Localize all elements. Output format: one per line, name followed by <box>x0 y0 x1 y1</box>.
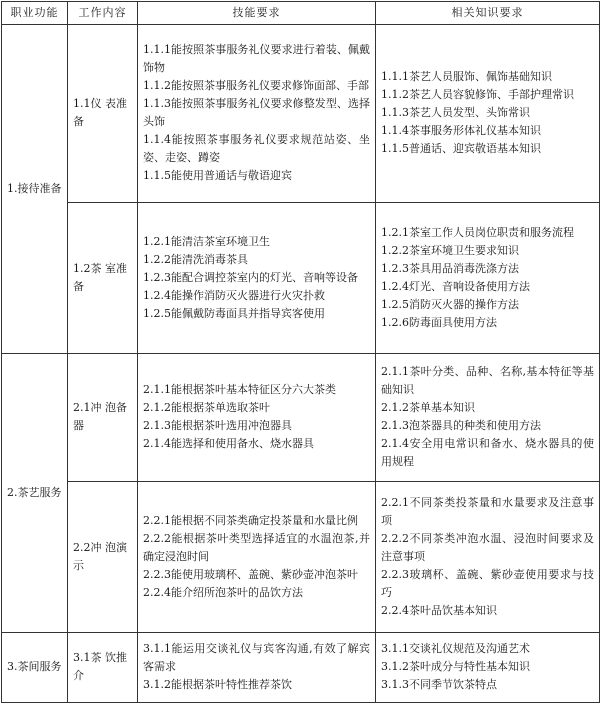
skill-item: 3.1.1能运用交谈礼仪与宾客沟通,有效了解宾客需求 <box>143 642 370 674</box>
skill-item: 2.1.1能根据茶叶基本特征区分六大茶类 <box>143 383 336 397</box>
work-content-cell: 2.1冲 泡备器 <box>68 353 138 481</box>
table-row <box>2 481 600 632</box>
knowledge-cell <box>376 481 600 632</box>
skill-item: 1.2.1能清洁茶室环境卫生 <box>143 234 270 248</box>
knowledge-item: 1.1.3茶艺人员发型、头饰常识 <box>381 106 530 120</box>
skills-cell <box>138 25 376 203</box>
header-work-content: 工作内容 <box>68 2 138 25</box>
knowledge-cell <box>376 632 600 702</box>
knowledge-cell <box>376 202 600 353</box>
skill-item: 1.2.5能佩戴防毒面具并指导宾客使用 <box>143 306 325 320</box>
function-cell: 3.茶间服务 <box>2 632 68 702</box>
skill-item: 2.2.2能根据茶叶类型选择适宜的水温泡茶,并确定浸泡时间 <box>143 531 370 563</box>
knowledge-item: 2.2.3玻璃杯、盖碗、紫砂壶使用要求与技巧 <box>381 567 594 599</box>
knowledge-item: 1.1.4茶事服务形体礼仪基本知识 <box>381 124 541 138</box>
table-row <box>2 202 600 353</box>
knowledge-item: 2.1.2茶单基本知识 <box>381 401 475 415</box>
skill-item: 2.1.3能根据茶叶选用冲泡器具 <box>143 419 292 433</box>
knowledge-item: 2.1.3泡茶器具的种类和使用方法 <box>381 419 541 433</box>
skills-cell <box>138 353 376 481</box>
skill-item: 1.1.3能按照茶事服务礼仪要求修整发型、选择头饰 <box>143 97 370 129</box>
knowledge-item: 1.1.5普通话、迎宾敬语基本知识 <box>381 142 541 156</box>
knowledge-item: 1.2.6防毒面具使用方法 <box>381 315 497 329</box>
table-row <box>2 353 600 481</box>
knowledge-item: 1.2.4灯光、音响设备使用方法 <box>381 279 530 293</box>
knowledge-item: 3.1.1交谈礼仪规范及沟通艺术 <box>381 642 530 656</box>
header-skill-requirements: 技能要求 <box>138 2 376 25</box>
work-content-cell: 1.1仪 表准备 <box>68 25 138 203</box>
knowledge-item: 2.1.1茶叶分类、品种、名称,基本特征等基础知识 <box>381 365 594 397</box>
header-row <box>2 2 600 25</box>
function-cell: 2.茶艺服务 <box>2 353 68 632</box>
skill-item: 1.1.1能按照茶事服务礼仪要求进行着装、佩戴饰物 <box>143 43 370 75</box>
skill-requirements-table <box>1 1 600 703</box>
skill-item: 1.2.3能配合调控茶室内的灯光、音响等设备 <box>143 270 358 284</box>
knowledge-item: 1.2.1茶室工作人员岗位职责和服务流程 <box>381 225 574 239</box>
skill-item: 2.2.4能介绍所泡茶叶的品饮方法 <box>143 585 303 599</box>
skill-item: 1.1.2能按照茶事服务礼仪要求修饰面部、手部 <box>143 79 369 93</box>
skill-item: 2.2.3能使用玻璃杯、盖碗、紫砂壶冲泡茶叶 <box>143 567 358 581</box>
knowledge-cell <box>376 25 600 203</box>
knowledge-cell <box>376 353 600 481</box>
skills-cell <box>138 481 376 632</box>
work-content-cell: 1.2茶 室准备 <box>68 202 138 353</box>
knowledge-item: 2.1.4安全用电常识和备水、烧水器具的使用规程 <box>381 437 594 469</box>
knowledge-item: 2.2.4茶叶品饮基本知识 <box>381 603 497 617</box>
skill-item: 3.1.2能根据茶叶特性推荐茶饮 <box>143 678 292 692</box>
skill-item: 2.1.4能选择和使用备水、烧水器具 <box>143 437 314 451</box>
table-row <box>2 25 600 203</box>
function-cell: 1.接待准备 <box>2 25 68 354</box>
skills-cell <box>138 632 376 702</box>
knowledge-item: 1.1.2茶艺人员容貌修饰、手部护理常识 <box>381 88 574 102</box>
table-row <box>2 632 600 702</box>
knowledge-item: 3.1.2茶叶成分与特性基本知识 <box>381 660 530 674</box>
knowledge-item: 3.1.3不同季节饮茶特点 <box>381 678 497 692</box>
knowledge-item: 1.2.3茶具用品消毒洗涤方法 <box>381 261 519 275</box>
header-function: 职业功能 <box>2 2 68 25</box>
skill-item: 1.2.2能清洗消毒茶具 <box>143 252 248 266</box>
knowledge-item: 1.2.5消防灭火器的操作方法 <box>381 297 519 311</box>
skill-item: 2.1.2能根据茶单选取茶叶 <box>143 401 270 415</box>
work-content-cell: 2.2冲 泡演示 <box>68 481 138 632</box>
work-content-cell: 3.1茶 饮推介 <box>68 632 138 702</box>
skill-item: 2.2.1能根据不同茶类确定投茶量和水量比例 <box>143 513 358 527</box>
knowledge-item: 1.2.2茶室环境卫生要求知识 <box>381 243 519 257</box>
knowledge-item: 1.1.1茶艺人员服饰、佩饰基础知识 <box>381 70 552 84</box>
skill-item: 1.1.5能使用普通话与敬语迎宾 <box>143 169 292 183</box>
knowledge-item: 2.2.2不同茶类冲泡水温、浸泡时间要求及注意事项 <box>381 531 594 563</box>
skills-cell <box>138 202 376 353</box>
skill-item: 1.1.4能按照茶事服务礼仪要求规范站姿、坐姿、走姿、蹲姿 <box>143 133 370 165</box>
header-knowledge-requirements: 相关知识要求 <box>376 2 600 25</box>
skill-item: 1.2.4能操作消防灭火器进行火灾扑救 <box>143 288 325 302</box>
knowledge-item: 2.2.1不同茶类投茶量和水量要求及注意事项 <box>381 495 594 527</box>
